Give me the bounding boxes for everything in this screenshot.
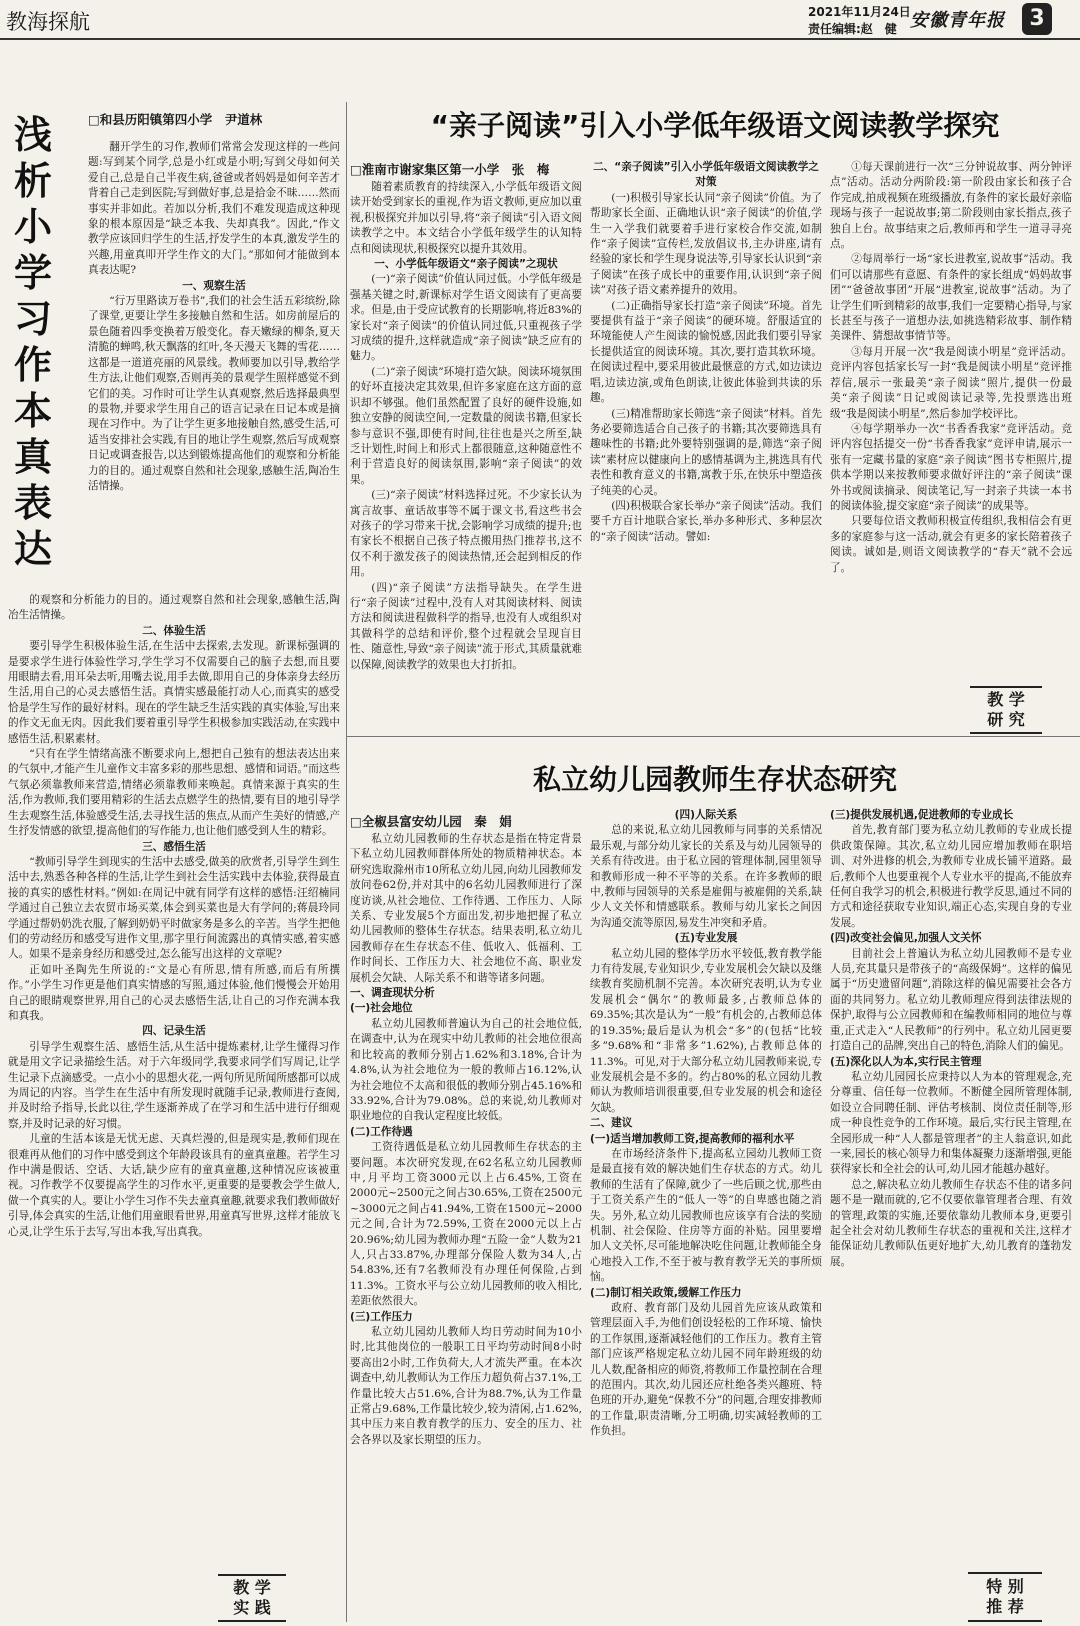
paragraph: (四)“亲子阅读”方法指导缺失。在学生进行“亲子阅读”过程中,没有人对其阅读材料、阅读方法和阅读进程做科学的指导,也没有人或组织对其做科学的总结和评价,整个过程就会呈现盲目性、随意性,导致“亲子阅读”流于形式,其质量就难以保障,阅读教学的效果也大打折扣。 — [350, 581, 582, 671]
paragraph: 总之,解决私立幼儿教师生存状态不佳的诸多问题不是一蹴而就的,它不仅要依靠管理者合理、有效的管理,政策的实施,还要依靠幼儿教师本身,更要引起全社会对幼儿教师生存状态的重视和关注,这样才能保证幼儿教师队伍更好地扩大,幼儿教育的蓬勃发展。 — [830, 1178, 1072, 1268]
paragraph: 引导学生观察生活、感悟生活,从生活中提炼素材,让学生懂得习作就是用文字记录描绘生活。对于六年级同学,我要求同学们写周记,让学生记录下点滴感受。一点小小的思想火花,一两句所见所闻所感都可以成为周记的内容。当学生在生活中有所发现时就随手记录,教师进行查阅,并及时给予指导,长此以往,学生逐渐养成了在学习和生活中进行仔细观察,并及时记录的好习惯。 — [8, 1040, 340, 1130]
paragraph: “行万里路读万卷书”,我们的社会生活五彩缤纷,除了课堂,更要让学生多接触自然和生活。如房前屋后的景色随着四季变换着万般变化。春天嫩绿的柳条,夏天清脆的蝉鸣,秋天飘落的红叶,冬天漫天飞舞的雪花……这都是一道道亮丽的风景线。教师要加以引导,教给学生方法,让他们观察,否则再美的景观学生照样感觉不到它们的美。习作时可让学生认真观察,然后选择最典型的景物,并要求学生用自己的语言记录在日记本或是摘现在习作中。为了让学生更多地接触自然,感受生活,可适当安排社会实践,有目的地让学生观察,然后写成观察日记或调查报告,以达到锻炼提高他们的观察和分析能力的目的。通过观察自然和社会现象,感触生活,陶冶生活情操。 — [88, 295, 340, 492]
paragraph: (三)精准帮助家长筛选“亲子阅读”材料。首先务必要筛选适合自己孩子的书籍;其次要筛选具有趣味性的书籍;此外要特别强调的是,筛选“亲子阅读”素材应以健康向上的感情基调为主,挑选具有代表性和教育意义的书籍,寓教于乐,在快乐中塑造孩子纯美的心灵。 — [590, 407, 822, 497]
paragraph: 私立幼儿园园长应秉持以人为本的管理观念,充分尊重、信任每一位教师。不断健全园所管理体制,如设立合同聘任制、评估考核制、岗位责任制等,形成一种良性竞争的工作环境。最后,实行民主管理,在全园形成一种“人人都是管理者”的主人翁意识,如此一来,园长的核心领导力和集体凝聚力逐渐增强,更能获得家长和全社会的认可,幼儿园才能越办越好。 — [830, 1070, 1072, 1176]
article3-col-3 — [830, 808, 1072, 1568]
article2-column-label — [970, 686, 1042, 734]
article3-byline: □全椒县富安幼儿园 秦 娟 — [350, 814, 512, 829]
paragraph: (二)“亲子阅读”环境打造欠缺。阅读环境氛围的好坏直接决定其效果,但许多家庭在这方面的意识却不够强。他们虽然配置了良好的硬件设施,如独立安静的阅读空间,一定数量的阅读书籍,但家长参与意识不强,即使有时间,往往也是兴之所至,缺乏计划性,时间上和形式上都很随意,这种随意性不利于营造良好的阅读氛围,影响“亲子阅读”的效果。 — [350, 365, 582, 486]
label-line: 特 别 — [986, 1577, 1024, 1596]
article2-title: “亲子阅读”引入小学低年级语文阅读教学探究 — [430, 109, 1000, 142]
paragraph: 目前社会上普遍认为私立幼儿园教师不是专业人员,充其量只是带孩子的“高级保姆”。这样的偏见属于“历史遗留问题”,消除这样的偏见需要社会各方面的共同努力。私立幼儿教师理应得到法律法规的保护,取得与公立园教师和在编教师相同的地位与尊重,正式走入“人民教师”的行列中。私立幼儿园更要打造自己的品牌,突出自己的特色,消除人们的偏见。 — [830, 947, 1072, 1053]
subheading: 二、体验生活 — [142, 624, 206, 637]
subheading: (一)适当增加教师工资,提高教师的福利水平 — [590, 1132, 795, 1145]
paragraph: 儿童的生活本该是无忧无虑、天真烂漫的,但是现实是,教师们现在很难再从他们的习作中感受到这个年龄段该具有的童真童趣。若学生习作中满是假话、空话、大话,缺少应有的童真童趣,这种情况应该被重视。习作教学不仅要提高学生的习作水平,更重要的是要教会学生做人,做一个真实的人。要让小学生习作不失去童真童趣,就要求我们教师做好引导,体会真实的生活,让他们用童眼看世界,用童真写世界,这样才能放飞心灵,让学生乐于去写,写出本我,写出真我。 — [8, 1133, 340, 1238]
article3-title: 私立幼儿园教师生存状态研究 — [532, 763, 897, 796]
subheading: (五)深化以人为本,实行民主管理 — [830, 1055, 982, 1068]
paragraph: 首先,教育部门要为私立幼儿教师的专业成长提供政策保障。其次,私立幼儿园应增加教师在职培训、对外进修的机会,为教师专业成长铺平道路。最后,教师个人也要重视个人专业水平的提高,不能放弃任何自我学习的机会,积极进行教学反思,通过不同的方式和途径获取专业知识,端正心态,实现自身的专业发展。 — [830, 824, 1072, 929]
article1-body-lower — [8, 593, 340, 1623]
label-line: 研 究 — [987, 710, 1025, 729]
article1-column-label — [218, 1574, 286, 1622]
subheading: 三、感悟生活 — [142, 840, 206, 853]
subheading: 二、建议 — [590, 1117, 633, 1130]
subheading: (四)改变社会偏见,加强人文关怀 — [830, 932, 982, 945]
subheading: 二、“亲子阅读”引入小学低年级语文阅读教学之对策 — [593, 161, 819, 189]
paragraph: 正如叶圣陶先生所说的:“文是心有所思,情有所感,而后有所撰作。”小学生习作更是他们真实情感的写照,通过体验,他们慢慢会开始用自己的眼睛观察世界,用自己的心灵去感悟生活,让自己的习作充满本我和真我。 — [8, 963, 340, 1022]
subheading: 四、记录生活 — [142, 1025, 206, 1038]
subheading: 一、小学低年级语文“亲子阅读”之现状 — [374, 258, 558, 271]
paragraph: ①每天课前进行一次“三分钟说故事、两分钟评点”活动。活动分两阶段:第一阶段由家长和孩子合作完成,拍成视频在班级播放,有条件的家长最好亲临现场与孩子一起说故事;第二阶段则由家长指点,孩子独自上台。故事结束之后,教师再和学生一道寻寻亮点。 — [830, 161, 1072, 251]
subheading: (二)工作待遇 — [350, 1125, 413, 1138]
article1-byline: □和县历阳镇第四小学 尹道林 — [88, 112, 263, 127]
paragraph: 的观察和分析能力的目的。通过观察自然和社会现象,感触生活,陶冶生活情操。 — [8, 594, 340, 622]
section-divider — [346, 736, 1080, 737]
article3-col-1 — [350, 832, 582, 1622]
article2-byline: □淮南市谢家集区第一小学 张 梅 — [350, 162, 550, 177]
paragraph: ③每月开展一次“我是阅读小明星”竞评活动。竞评内容包括家长写一封“我是阅读小明星”竞评推荐信,展示一张最美“亲子阅读”照片,提供一份最美“亲子阅读”日记或阅读记录等,先投票选出班级“我是阅读小明星”,然后参加学校评比。 — [830, 345, 1072, 420]
page-editor: 责任编辑:赵 健 — [808, 22, 897, 36]
paragraph: 随着素质教育的持续深入,小学低年级语文阅读开始受到家长的重视,作为语文教师,更应加以重视,积极探究并加以引导,将“亲子阅读”引入语文阅读教学之中。本文结合小学低年级学生的认知特点和阅读现状,积极探究以提升其效用。 — [350, 181, 582, 255]
paragraph: ④每学期举办一次“书香香我家”竞评活动。竞评内容包括提交一份“书香香我家”竞评申请,展示一张有一定藏书量的家庭“亲子阅读”图书专柜照片,提供本学期以来按教师要求做好评注的“亲子阅读”课外书或阅读摘录、阅读笔记,写一封亲子共读一本书的阅读体验,提交家庭“亲子阅读”的成果等。 — [830, 422, 1072, 512]
article2-col-3 — [830, 160, 1072, 728]
paragraph: 私立幼儿园教师的生存状态是指在特定背景下私立幼儿园教师群体所处的物质精神状态。本研究选取滁州市10所私立幼儿园,向幼儿园教师发放问卷62份,并对其中的6名幼儿园教师进行了深度访谈,从社会地位、工作待遇、工作压力、人际关系、专业发展5个方面出发,初步地把握了私立幼儿园教师的整体生存状态。结果表明,私立幼儿园教师存在生存状态不佳、低收入、低福利、工作时间长、工作压力大、社会地位不高、职业发展机会欠缺、人际关系不和谐等诸多问题。 — [350, 833, 582, 984]
issue-date: 2021年11月24日 — [808, 5, 911, 19]
label-line: 实 践 — [233, 1598, 271, 1617]
article3-column-label — [968, 1572, 1042, 1622]
paragraph: 私立幼儿园幼儿教师人均日劳动时间为10小时,比其他岗位的一般职工日平均劳动时间8小时要高出2小时,工作负荷大,人才流失严重。在本次调查中,幼儿教师认为工作压力超负荷占37.1%,工作量比较大占51.6%,合计为88.7%,认为工作量正常占9.68%,工作量比较少,较为清闲,占1.62%,其中压力来自教育教学的压力、安全的压力、社会各界以及家长期望的压力。 — [350, 1326, 582, 1446]
subheading: (三)提供发展机遇,促进教师的专业成长 — [830, 809, 1014, 821]
paragraph: ②每周举行一场“家长进教室,说故事”活动。我们可以请那些有意愿、有条件的家长组成“妈妈故事团”“爸爸故事团”开展“进教室,说故事”活动。为了让学生们听到精彩的故事,我们一定要精心指导,与家长甚至与孩子一道想办法,如挑选精彩故事、制作精美课件、猜想故事情节等。 — [830, 253, 1072, 343]
column-divider — [346, 102, 347, 1622]
subheading: (五)专业发展 — [674, 932, 738, 945]
newspaper-logo: 安徽青年报 — [910, 10, 1005, 31]
paragraph: (二)正确指导家长打造“亲子阅读”环境。首先要提供有益于“亲子阅读”的硬环境。舒服适宜的环境能使人产生阅读的愉悦感,因此我们要引导家长提供适宜的阅读环境。其次,要打造其软环境。在阅读过程中,要采用彼此最惬意的方式,如边读边唱,边读边演,或角色朗读,让彼此体验到共读的乐趣。 — [590, 299, 822, 405]
article2-col-1 — [350, 180, 582, 728]
paragraph: 私立幼儿园的整体学历水平较低,教育教学能力有待发展,专业知识少,专业发展机会欠缺以及继续教育奖励机制不完善。本次研究表明,认为专业发展机会“偶尔”的教师最多,占教师总体的69.35%;其次是认为“一般”有机会的,占教师总体的19.35%;最后是认为机会“多”的(包括“比较多”9.68%和“非常多”1.62%),占教师总体的11.3%。可见,对于大部分私立幼儿园教师来说,专业发展机会是不多的。约占80%的私立园幼儿教师认为教师培训很重要,但专业发展的机会和途径欠缺。 — [590, 947, 822, 1114]
label-line: 推 荐 — [986, 1597, 1024, 1616]
subheading: 一、调查现状分析 — [350, 987, 435, 1000]
paragraph: 政府、教育部门及幼儿园首先应该从政策和管理层面入手,为他们创设轻松的工作环境、愉快的工作氛围,逐渐减轻他们的工作压力。教育主管部门应该严格规定私立幼儿园不同年龄班级的幼儿人数,配备相应的师资,将教师工作量控制在合理的范围内。其次,幼儿园还应杜绝各类兴趣班、特色班的开办,避免“保教不分”的问题,合理安排教师的工作量,职责清晰,分工明确,切实减轻教师的工作负担。 — [590, 1302, 822, 1438]
paragraph: 总的来说,私立幼儿园教师与同事的关系情况最乐观,与部分幼儿家长的关系及与幼儿园领导的关系有待改进。由于私立园的管理体制,园里领导和教师形成一种不平等的关系。在许多教师的眼中,教师与园领导的关系是雇佣与被雇佣的关系,缺少人文关怀和情感联系。教师与幼儿家长之间因为沟通交流等原因,易发生冲突和矛盾。 — [590, 824, 822, 929]
paragraph: (四)积极联合家长举办“亲子阅读”活动。我们要千方百计地联合家长,举办多种形式、多种层次的“亲子阅读”活动。譬如: — [590, 499, 822, 543]
article3-col-2 — [590, 808, 822, 1622]
article1-body-upper — [88, 140, 340, 587]
subheading: (二)制订相关政策,缓解工作压力 — [590, 1286, 742, 1299]
paragraph: 私立幼儿园教师普遍认为自己的社会地位低,在调查中,认为在现实中幼儿教师的社会地位很高和比较高的教师分别占1.62%和3.18%,合计为4.8%,认为社会地位为一般的教师占16.12%,认为社会地位不太高和很低的教师分别占45.16%和33.92%,合计为79.08%。总的来说,幼儿教师对职业地位的自我认定程度比较低。 — [350, 1017, 582, 1123]
paragraph: 要引导学生积极体验生活,在生活中去探索,去发现。新课标强调的是要求学生进行体验性学习,学生学习不仅需要自己的脑子去想,而且要用眼睛去看,用耳朵去听,用嘴去说,用手去做,即用自己的身体亲身去经历生活,用自己的心灵去感悟生活。真情实感最能打动人心,而真实的感受恰是学生写作的最好材料。现在的学生缺乏生活实践的真实体验,写出来的作文无血无肉。因此我们要着重引导学生积极参加实践活动,在实践中感悟生活,积累素材。 — [8, 640, 340, 745]
paragraph: (三)“亲子阅读”材料选择过死。不少家长认为寓言故事、童话故事等不属于课文书,看这些书会对孩子的学习带来干扰,会影响学习成绩的提升;也有家长不根据自己孩子特点搬用热门推荐书,这不仅不利于激发孩子的阅读热情,还会起到相反的作用。 — [350, 489, 582, 579]
paragraph: 工资待遇低是私立幼儿园教师生存状态的主要问题。本次研究发现,在62名私立幼儿园教师中,月平均工资3000元以上占6.45%,工资在2000元~2500元之间占30.65%,工资在2500元~3000元之间占41.94%,工资在1500元~2000元之间,合计为72.59%,工资在2000元以上占20.96%;幼儿园为教师办理“五险一金”人数为21人,只占33.87%,办理部分保险人数为34人,占54.83%,还有7名教师没有办理任何保险,占到11.3%。工资水平与公立幼儿园教师的收入相比,差距依然很大。 — [350, 1141, 582, 1308]
label-line: 教 学 — [233, 1578, 271, 1597]
article1-title: 浅析小学习作本真表达 — [14, 113, 53, 571]
subheading: (一)社会地位 — [350, 1002, 413, 1015]
label-line: 教 学 — [987, 690, 1025, 709]
section-header — [0, 0, 1080, 40]
paragraph: 只要每位语文教师积极宣传组织,我相信会有更多的家庭参与这一活动,就会有更多的家长陪着孩子阅读。诚如是,则语文阅读教学的“春天”就不会远了。 — [830, 515, 1072, 574]
subheading: 一、观察生活 — [182, 279, 246, 292]
paragraph: 翻开学生的习作,教师们常常会发现这样的一些问题:写到某个同学,总是小红或是小明;写到父母如何关爱自己,总是自己半夜生病,爸爸或者妈妈是如何辛苦才背着自己走到医院;写到做好事,总是拾金不昧……然而事实并非如此。若加以分析,我们不难发现造成这种现象的根本原因是“缺乏本我、失却真我”。因此,“作文教学应该回归学生的生活,抒发学生的本真,激发学生的兴趣,用童真叩开学生作文的大门。”那如何才能做到本真表达呢? — [88, 141, 340, 277]
subheading: (四)人际关系 — [674, 809, 738, 821]
subheading: (三)工作压力 — [350, 1310, 413, 1323]
paragraph: (一)积极引导家长认同“亲子阅读”价值。为了帮助家长全面、正确地认识“亲子阅读”的价值,学生一入学我们就要着手进行家校合作交流,如制作“亲子阅读”宣传栏,发放倡议书,主办讲座,请有经验的家长和学生现身说法等,引导家长认识到“亲子阅读”在孩子成长中的重要作用,认识到“亲子阅读”对孩子语文素养提升的效用。 — [590, 191, 822, 297]
paragraph: “教师引导学生到现实的生活中去感受,做美的欣赏者,引导学生到生活中去,熟悉各种各样的生活,让学生到社会生活实践中去体验,获得最直接的真实的感性材料。”例如:在周记中就有同学有这样的感悟:汪绍楠同学通过自己独立去农贸市场买菜,体会到买菜也是大有学问的;蒋晨玲同学通过帮奶奶洗衣服,了解到奶奶平时做家务是多么的辛苦。当学生把他们的劳动经历和感受写进作文里,那字里行间流露出的真情实感,着实感人。如果不是亲身经历和感受过,怎么能写出这样的文章呢? — [8, 855, 340, 961]
page-number: 3 — [1022, 3, 1052, 35]
paragraph: (一)“亲子阅读”价值认同过低。小学低年级是强基关键之时,新课标对学生语文阅读有了更高要求。但是,由于受应试教育的长期影响,将近83%的家长对“亲子阅读”的价值认同过低,只重视孩子学习成绩的提升,这样就造成“亲子阅读”缺乏应有的魅力。 — [350, 273, 582, 363]
paragraph: “只有在学生情绪高涨不断要求向上,想把自己独有的想法表达出来的气氛中,才能产生儿童作文丰富多彩的那些思想、感情和词语。”而这些气氛必须靠教师来营造,情绪必须靠教师来唤起。真情来源于真实的生活,作为教师,我们要用精彩的生活去点燃学生的热情,要有目的地引导学生去观察生活,体验感受生活,去寻找生活的焦点,从而产生美好的情感,产生抒发情感的欲望,提高他们的写作能力,也让他们感受到人生的精彩。 — [8, 748, 340, 838]
section-name: 教海探航 — [6, 10, 90, 34]
paragraph: 在市场经济条件下,提高私立园幼儿教师工资是最直接有效的解决她们生存状态的方式。幼儿教师的生活有了保障,就少了一些后顾之忧,那些由于工资关系产生的“低人一等”的自卑感也随之消失。另外,私立幼儿园教师也应该享有合法的奖励机制、社会保险、住房等方面的补贴。园里要增加人文关怀,尽可能地解决吃住问题,让教师能全身心地投入工作,不至于被与教育教学无关的事所烦恼。 — [590, 1147, 822, 1284]
article2-col-2 — [590, 160, 822, 728]
